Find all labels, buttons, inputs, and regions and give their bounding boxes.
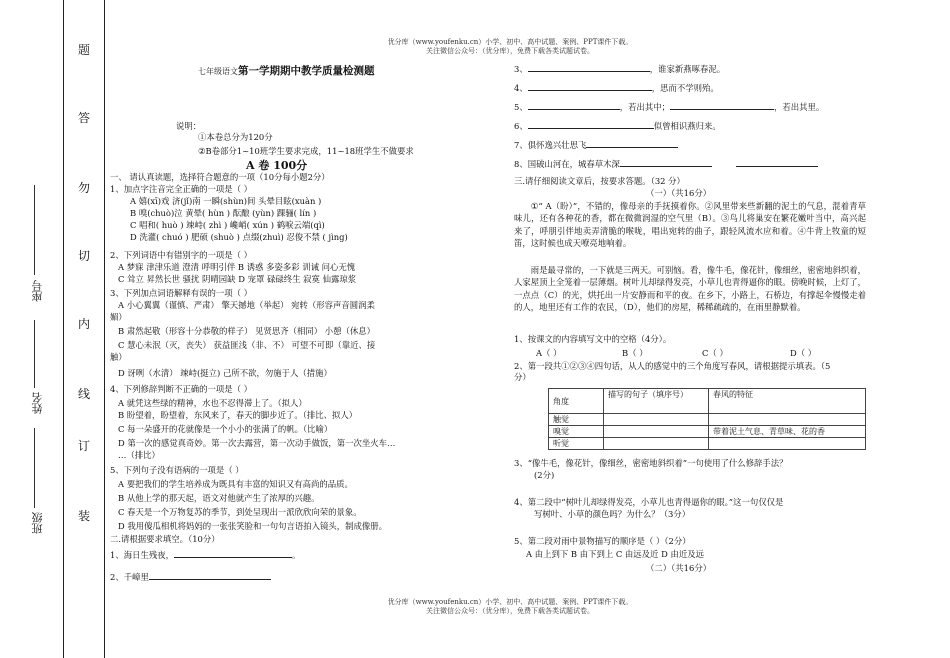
table-cell: 带着泥土气息、青草味、花的香 (709, 426, 866, 438)
name-field[interactable] (34, 320, 35, 388)
fill-blank-3-text: ，谁家新燕啄春泥。 (649, 64, 726, 74)
question-2 (514, 361, 830, 372)
question-1: 1、按课文的内容填写文中的空格（4分）。 (514, 334, 672, 344)
answer-line[interactable] (149, 570, 271, 580)
note-1: ①本卷总分为120分 (198, 132, 273, 142)
fill-blank-5 (514, 100, 824, 113)
exam-subtitle: 七年级语文 (198, 67, 238, 76)
table-header: 春风的特征 (709, 389, 866, 414)
q1-option-c: C（ ） (702, 348, 728, 358)
section-3-heading: 三.请仔细阅读文章后，按要求答题。（32 分） (514, 176, 685, 186)
passage-paragraph-2: 雨是最寻常的，一下就是三两天。可别恼。看，像牛毛，像花针，像细丝，密密地斜织着，人家屋顶上全笼着一层薄烟。树叶儿却绿得发亮，小草儿也青得逼你的眼。傍晚时候，上灯了，一点点（C）的光，烘托出一片安静而和平的夜。在乡下，小路上，石桥边，有撑起伞慢慢走着的人，地里还有工作的农民，（D），他们的房屋，稀稀疏疏的，在雨里静默着。 (514, 265, 866, 313)
fill-blank-4-label: 4、 (514, 83, 528, 93)
left-line: D 讶咧（水清） 竦峙(挺立) 己所不欲，勿施于人（措施） (118, 368, 332, 378)
q1-option-d: D（ ） (790, 348, 817, 358)
question-2-text: 2、第一段共①②③④四句话，从人的感觉中的三个角度写春风，请根据提示填表。（5 (514, 361, 831, 371)
footer-note-line1: 优分库（www.youfenku.cn）小学、初中、高中试题、案例、PPT课件下载。 (387, 598, 633, 606)
fill-blank-6 (514, 119, 721, 132)
fill-blank-3 (514, 62, 725, 75)
header-note-line2: 关注微信公众号：（优分库），免费下载各类试题试卷。 (426, 47, 594, 55)
table-row (549, 438, 866, 450)
passage-paragraph-1: ①“ A（盼）”，不错的，像母亲的手抚摸着你。②风里带来些新翻的泥土的气息，混着青草味儿，还有各种花的香，都在微微润湿的空气里（B）。③鸟儿将巢安在繁花嫩叶当中，高兴起来了，呼朋引伴地卖弄清脆的喉咙，唱出宛转的曲子，跟轻风流水应和着。④牛背上牧童的短笛，这时候也成天嘹亮地响着。 (514, 201, 866, 249)
question-4-cont: 写树叶、小草的颜色吗？为什么？（3分） (534, 509, 691, 519)
left-line: …（排比） (118, 450, 160, 460)
q1-option-a: A（ ） (536, 348, 562, 358)
question-2-cont: 分） (514, 372, 531, 382)
fill-blank-1: 1、海日生残夜， 。 (110, 550, 301, 560)
fill-blank-2 (110, 570, 271, 583)
left-line: B 嗅(chuò)泣 黄晕( hùn ) 酝酿 (yùn) 踝骊( lín ) (130, 208, 317, 218)
table-cell-input[interactable] (709, 438, 866, 450)
left-line: A 嬉(xī)戏 济(jǐ)南 一瞬(shùn)间 头晕目眩(xuàn ) (130, 196, 322, 206)
exam-main-title: 第一学期期中教学质量检测题 (238, 65, 375, 77)
answer-line[interactable] (620, 157, 712, 167)
left-line: 二.请根据要求填空。（10分） (110, 534, 220, 544)
table-cell: 听觉 (549, 438, 604, 450)
fill-blank-7-label: 7、俱怀逸兴壮思飞 (514, 140, 587, 150)
binding-char: 题 (78, 43, 91, 57)
part-2-heading: （二）（共16分） (646, 563, 712, 573)
binding-line-left (63, 0, 64, 658)
binding-char: 订 (78, 439, 91, 453)
fill-blank-5-text: ，若出其中； (619, 102, 670, 112)
fill-blank-5-text2: ，若出其里。 (773, 102, 825, 112)
header-note (360, 38, 660, 56)
table-header: 描写的句子（填序号） (604, 389, 709, 414)
question-5: 5、第二段对雨中景物描写的顺序是（ ）（2分） (514, 536, 691, 546)
note-label: 说明： (176, 121, 202, 131)
volume-a-label: A 卷 100分 (246, 159, 308, 172)
table-cell-input[interactable] (604, 438, 709, 450)
answer-line[interactable] (528, 119, 654, 129)
answer-line[interactable] (174, 548, 292, 558)
answer-table (548, 388, 866, 450)
left-line: 1、加点字注音完全正确的一项是（ ） (110, 184, 252, 194)
table-cell-input[interactable] (604, 414, 709, 426)
left-line: C 唱和( huò ) 竦峙( zhì ) 巉峭( xún ) 鹤唳云端(qì) (130, 220, 325, 230)
question-3-cont: (2分) (534, 470, 555, 480)
answer-line[interactable] (528, 62, 650, 72)
question-5-options: A 由上到下 B 由下到上 C 由远及近 D 由近及远 (526, 549, 704, 559)
left-line: C 慧心未泯（灭，丧失） 获益匪浅（非、不） 可望不可即（靠近、接 (118, 340, 376, 350)
left-line: A 要把我们的学生培养成为既具有丰富的知识又有高尚的品质。 (118, 479, 353, 489)
footer-note-line2: 关注微信公众号：（优分库），免费下载各类试题试卷。 (426, 607, 594, 615)
table-row (549, 414, 866, 426)
class-field[interactable] (34, 428, 35, 508)
left-line: 一、 请认真读题，选择符合题意的一项（10分每小题2分） (110, 172, 330, 182)
table-cell-input[interactable] (709, 414, 866, 426)
header-note-line1: 优分库（www.youfenku.cn）小学、初中、高中试题、案例、PPT课件下载。 (387, 38, 633, 46)
binding-char: 切 (78, 249, 91, 263)
left-line: C 每一朵盛开的花就像是一个小小的张满了的帆。（比喻） (118, 424, 333, 434)
left-line: 媚） (110, 312, 127, 322)
binding-char: 答 (78, 111, 91, 125)
fill-blank-1-label: 1、海日生残夜， (110, 550, 174, 560)
answer-line[interactable] (586, 138, 678, 148)
question-3: 3、“像牛毛，像花针，像细丝，密密地斜织着”一句使用了什么修辞手法？ (514, 458, 788, 468)
left-line: C 春天是一个万物复苏的季节，到处呈现出一派欣欣向荣的景象。 (118, 507, 362, 517)
answer-line[interactable] (736, 157, 818, 167)
binding-char: 线 (78, 387, 91, 401)
fill-blank-5-label: 5、 (514, 102, 528, 112)
question-4: 4、第二段中“树叶儿却绿得发亮，小草儿也青得逼你的眼。”这一句仅仅是 (514, 497, 784, 507)
left-line: B 肃然起敬（形容十分恭敬的样子） 见贤思齐（相同） 小憩（休息） (118, 326, 376, 336)
table-row (549, 426, 866, 438)
q1-option-b: B（ ） (622, 348, 648, 358)
answer-line[interactable] (670, 100, 774, 110)
left-line: C 耸立 昇然长世 骚扰 阴晴园缺 D 宠罩 碌碌终生 寂寞 仙露琼浆 (118, 274, 357, 284)
binding-line-right (104, 0, 105, 658)
left-line: D 我用傻瓜相机将妈妈的一张张笑脸和一句句言语拍入镜头，制成像册。 (118, 521, 387, 531)
left-line: 3、下列加点词语解释有误的一项（ ） (110, 288, 252, 298)
binding-char: 内 (78, 317, 91, 331)
fill-blank-7 (514, 138, 678, 151)
left-line: 5、下列句子没有语病的一项是（ ） (110, 465, 244, 475)
left-line: 2、下列词语中有错别字的一项是（ ） (110, 250, 252, 260)
left-line: 4、下列修辞判断不正确的一项是（ ） (110, 384, 252, 394)
fill-blank-6-label: 6、 (514, 121, 528, 131)
left-line: A 梦寐 津津乐道 澄清 呼明引伴 B 诱惑 多姿多彩 训诫 问心无愧 (118, 262, 356, 272)
class-label: 班级 (31, 512, 44, 534)
table-cell: 触觉 (549, 414, 604, 426)
answer-line[interactable] (528, 81, 652, 91)
fill-blank-4 (514, 81, 719, 94)
left-line: B 从他上学的那天起，语文对他就产生了浓厚的兴趣。 (118, 493, 320, 503)
left-line: D 第一次的感觉真奇妙。第一次去露营，第一次动手做饭，第一次坐火车… (118, 438, 396, 448)
fill-blank-3-label: 3、 (514, 64, 528, 74)
binding-char: 勿 (78, 181, 91, 195)
table-cell: 嗅觉 (549, 426, 604, 438)
part-1-heading: （一）（共16分） (646, 188, 712, 198)
left-line: A 小心翼翼（谨慎、严肃） 擎天撼地（举起） 宛转（形容声音圆润柔 (118, 300, 375, 310)
fill-blank-8 (514, 157, 818, 170)
fill-blank-6-text: 似曾相识燕归来。 (653, 121, 721, 131)
fill-blank-8-label: 8、国破山河在，城春草木深 (514, 159, 620, 169)
left-line: B 盼望着，盼望着，东风来了，春天的脚步近了。（排比、拟人） (118, 410, 358, 420)
table-header: 角度 (549, 389, 604, 414)
footer-note (360, 598, 660, 616)
exam-title (198, 63, 375, 78)
answer-line[interactable] (528, 100, 620, 110)
seat-number-label: 座号 (31, 280, 44, 302)
binding-char: 装 (78, 509, 91, 523)
fill-blank-4-text: ，思而不学则殆。 (651, 83, 719, 93)
left-line: D 洗灌( chuó ) 肥硕 (shuò ) 点缀(zhuì) 忍俊不禁 ( jìng) (130, 232, 348, 242)
fill-blank-2-label: 2、千嶂里 (110, 572, 149, 582)
name-label: 姓名 (31, 392, 44, 414)
seat-number-field[interactable] (34, 185, 35, 275)
note-2: ②B卷部分1~10班学生要求完成，11~18班学生不做要求 (198, 146, 414, 156)
table-cell-input[interactable] (604, 426, 709, 438)
left-line: A 就凭这些绿的精神，水也不忍得滞上了。（拟人） (118, 398, 307, 408)
left-line: 触） (110, 352, 127, 362)
table-header-row (549, 389, 866, 414)
